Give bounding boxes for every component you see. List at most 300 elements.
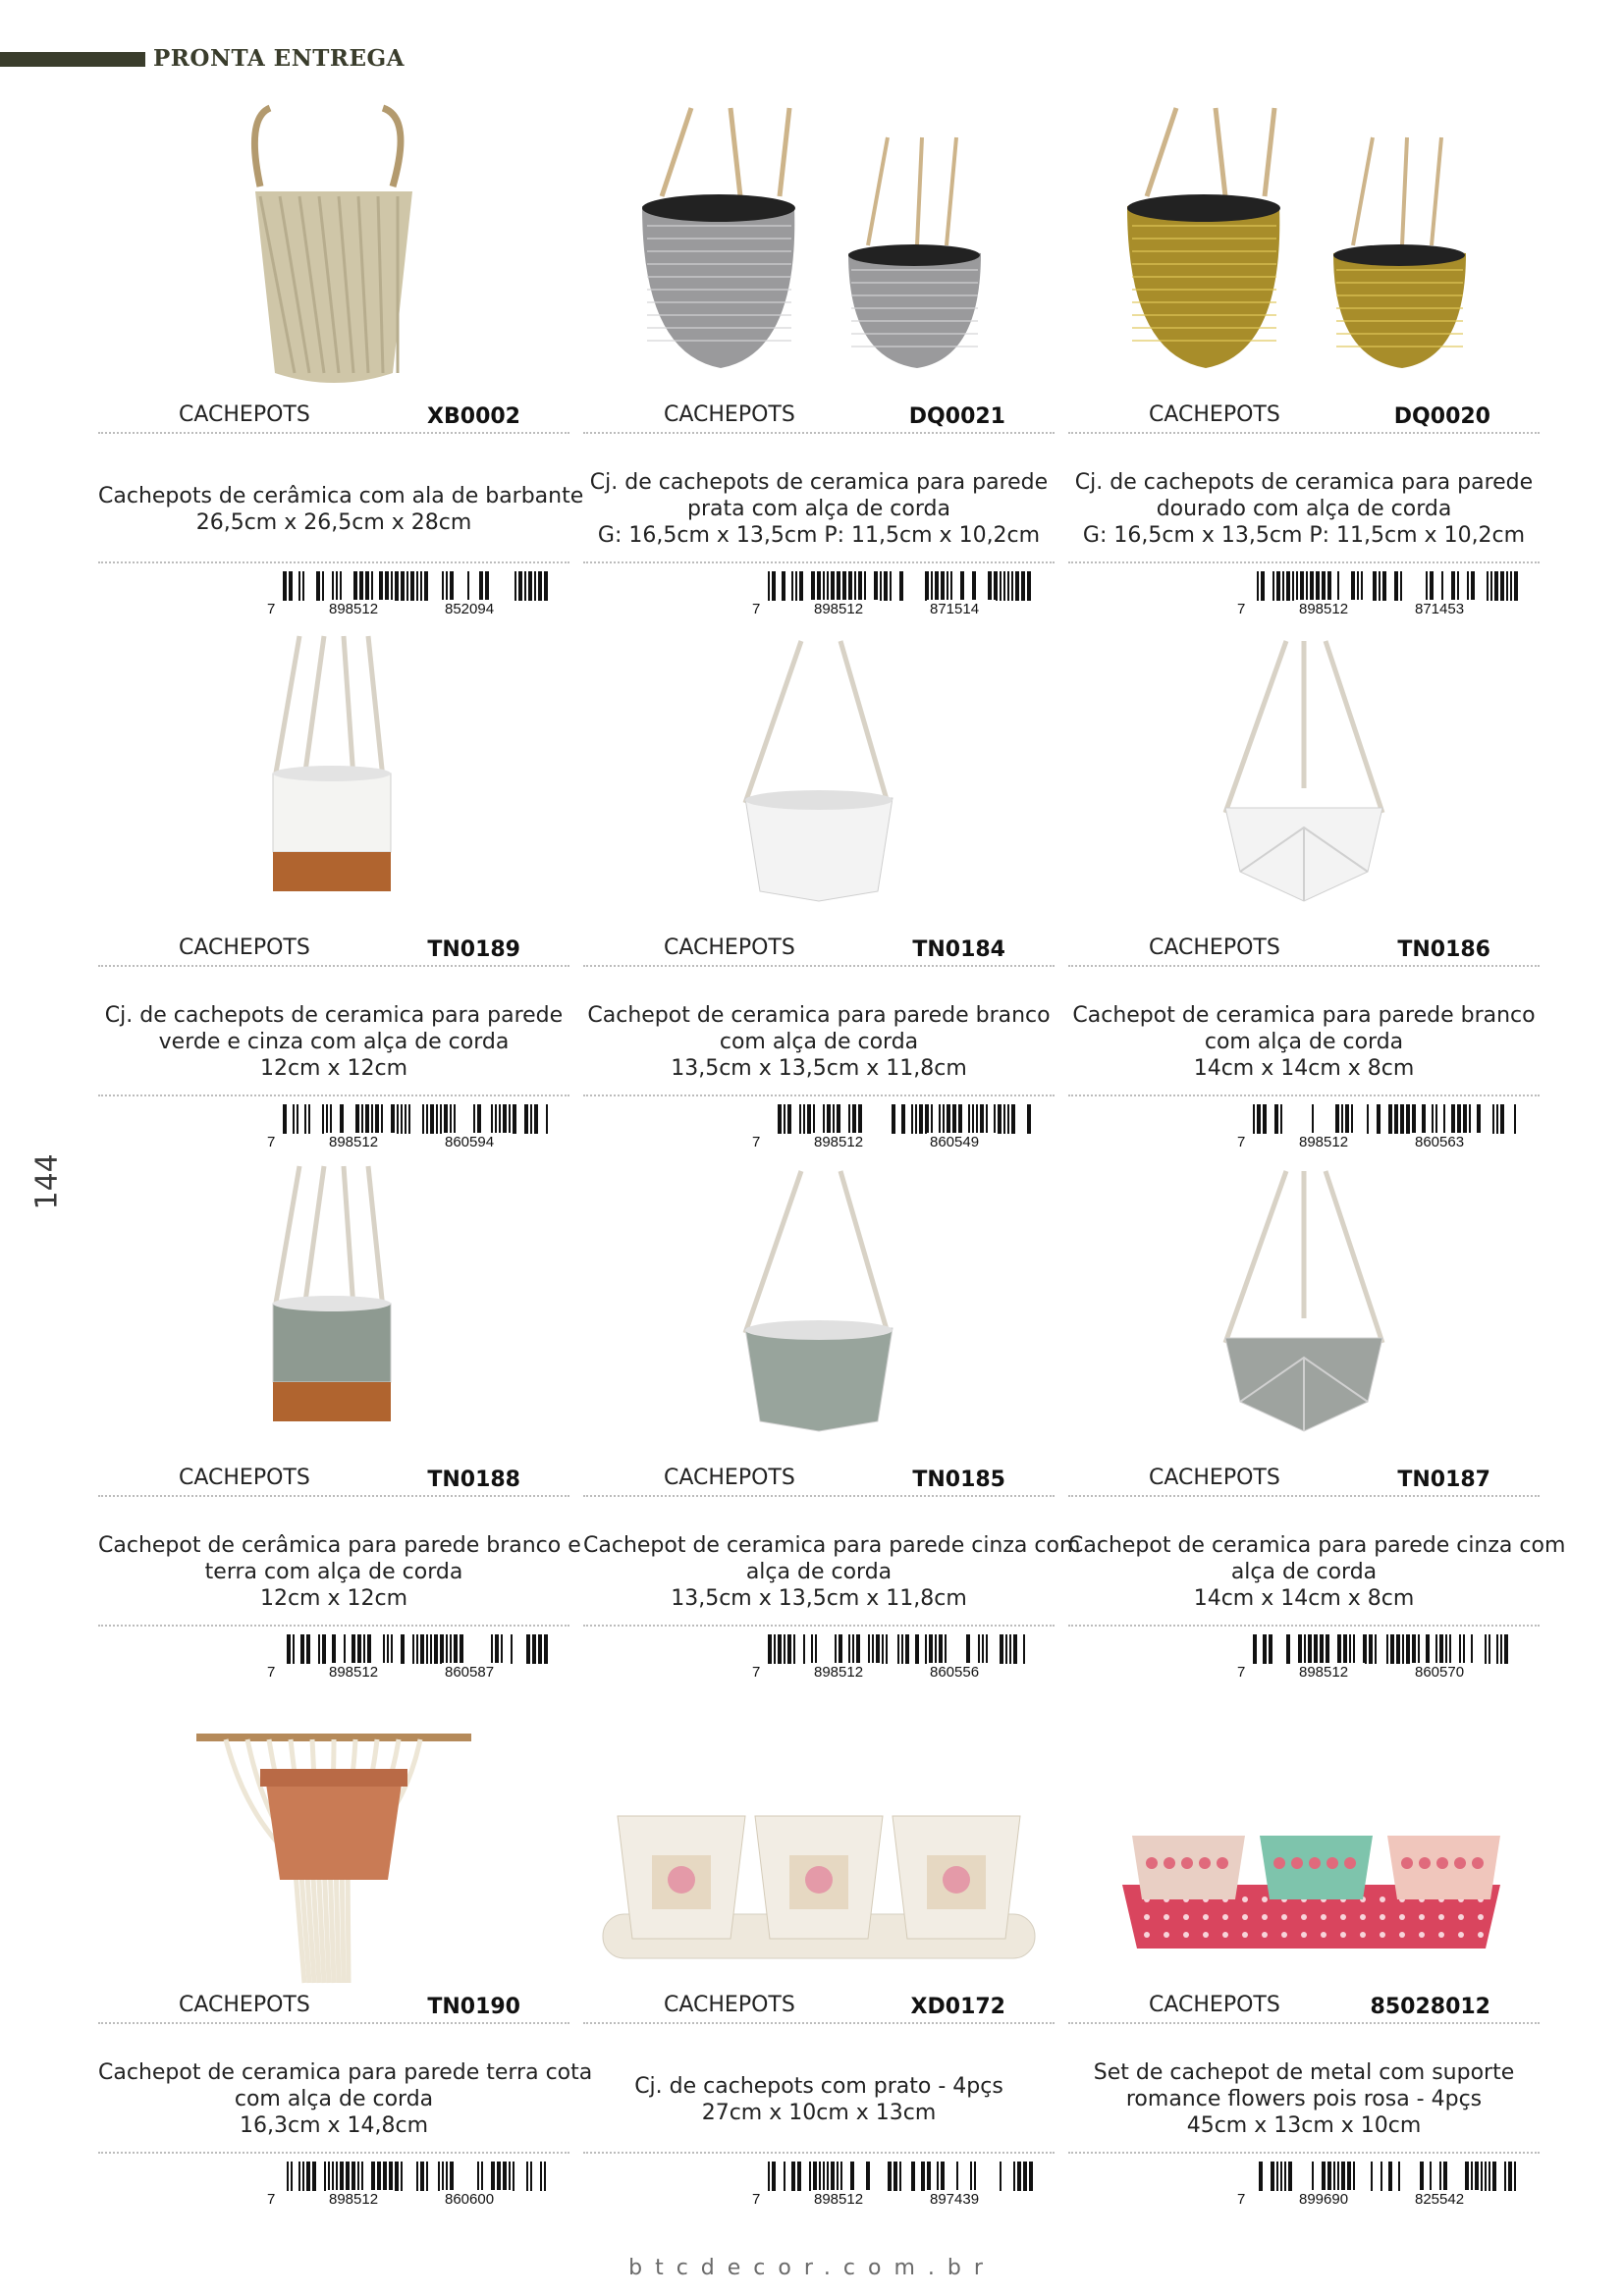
divider	[583, 561, 1055, 563]
barcode-bar	[1439, 1634, 1443, 1664]
barcode-bar	[352, 2162, 355, 2191]
barcode-bar	[1272, 571, 1274, 601]
product-description	[98, 483, 584, 536]
barcode-bar	[1432, 1104, 1434, 1134]
barcode-bar	[947, 1104, 950, 1134]
barcode-bar	[440, 1104, 442, 1134]
barcode-bar	[1430, 571, 1434, 601]
barcode-bar	[793, 1634, 795, 1664]
barcode-bar	[974, 2162, 976, 2191]
barcode-bar	[450, 2162, 454, 2191]
barcode-bar	[1000, 2162, 1001, 2191]
barcode-bar	[306, 1634, 310, 1664]
barcode-bar	[1487, 571, 1489, 601]
product-description	[583, 469, 1055, 549]
barcode	[1233, 2160, 1528, 2207]
barcode-right-digits: 860587	[445, 1664, 495, 1680]
barcode-bar	[450, 1104, 452, 1134]
barcode-bar	[837, 1104, 840, 1134]
product-category: CACHEPOTS	[1149, 1466, 1280, 1490]
barcode	[1233, 1632, 1528, 1680]
barcode-bar	[416, 1634, 418, 1664]
barcode-bar	[1463, 1634, 1465, 1664]
barcode-bar	[982, 1634, 984, 1664]
barcode-bar	[332, 571, 334, 601]
barcode-bar	[1451, 571, 1455, 601]
barcode-bar	[1500, 1634, 1502, 1664]
barcode-bar	[1306, 571, 1308, 601]
barcode-bar	[1494, 571, 1498, 601]
barcode-bar	[1471, 1634, 1473, 1664]
barcode-bar	[1007, 1104, 1009, 1134]
product-code: TN0186	[1397, 937, 1490, 962]
header-accent-bar	[0, 52, 145, 67]
barcode-bar	[446, 571, 448, 601]
barcode-bar	[795, 571, 797, 601]
barcode-bar	[544, 571, 548, 601]
barcode-left-digits: 899690	[1299, 2191, 1349, 2207]
barcode-bar	[442, 2162, 444, 2191]
product-description-line: 13,5cm x 13,5cm x 11,8cm	[671, 1056, 967, 1081]
divider	[1068, 1625, 1540, 1627]
barcode-bar	[899, 571, 903, 601]
product-description-line: 26,5cm x 26,5cm x 28cm	[195, 510, 472, 535]
barcode-bar	[1398, 2162, 1400, 2191]
barcode-bar	[1504, 2162, 1506, 2191]
barcode-bar	[514, 571, 516, 601]
barcode-bar	[361, 2162, 363, 2191]
barcode-bar	[1023, 1634, 1025, 1664]
divider	[98, 561, 569, 563]
barcode-bar	[1274, 1104, 1278, 1134]
divider	[98, 432, 569, 434]
product-description-line: Cachepots de cerâmica com ala de barbante	[98, 484, 584, 508]
barcode-bar	[1333, 2162, 1335, 2191]
barcode-bar	[768, 1634, 772, 1664]
barcode-bar	[322, 571, 324, 601]
barcode-bar	[1489, 2162, 1490, 2191]
silver-pots-icon	[583, 98, 1055, 417]
barcode-bar	[1443, 2162, 1447, 2191]
barcode-left-digits: 898512	[814, 1664, 864, 1680]
barcode-left-digits: 898512	[1299, 1664, 1349, 1680]
barcode-bar	[947, 571, 948, 601]
barcode-bar	[1471, 571, 1475, 601]
barcode-bar	[872, 1634, 874, 1664]
product-card[interactable]	[98, 98, 584, 628]
barcode-bar	[1465, 2162, 1469, 2191]
product-description-line: Cj. de cachepots de ceramica para parede	[589, 470, 1049, 495]
barcode-bar	[1286, 1634, 1290, 1664]
product-card[interactable]	[1068, 1688, 1540, 2218]
product-code: 85028012	[1370, 1995, 1490, 2019]
barcode-bar	[939, 1634, 943, 1664]
gold-pots-icon	[1068, 98, 1540, 417]
product-description-line: Cachepot de ceramica para parede cinza com	[583, 1533, 1081, 1558]
barcode-bar	[1271, 2162, 1274, 2191]
barcode-bar	[344, 1634, 346, 1664]
barcode-bar	[416, 2162, 418, 2191]
barcode-bar	[300, 1634, 304, 1664]
barcode-bar	[1390, 1634, 1394, 1664]
barcode-bar	[827, 2162, 829, 2191]
barcode-bar	[911, 2162, 915, 2191]
barcode-bar	[460, 1634, 463, 1664]
barcode-bar	[956, 2162, 958, 2191]
product-description	[98, 2059, 593, 2139]
barcode-bar	[1269, 1634, 1272, 1664]
barcode-bar	[960, 571, 964, 601]
barcode-bar	[355, 1104, 359, 1134]
barcode-bar	[1406, 1634, 1410, 1664]
barcode-bar	[401, 2162, 403, 2191]
barcode-bar	[1253, 1634, 1257, 1664]
barcode-bar	[799, 571, 803, 601]
barcode-bar	[1506, 571, 1508, 601]
barcode-bar	[426, 2162, 428, 2191]
barcode-bar	[925, 571, 929, 601]
product-description-line: romance flowers pois rosa - 4pçs	[1125, 2087, 1483, 2111]
barcode-bar	[1000, 1634, 1003, 1664]
barcode-bar	[1027, 571, 1031, 601]
footer-website: btcdecor.com.br	[628, 2256, 996, 2280]
product-card[interactable]	[1068, 1161, 1566, 1691]
barcode-bar	[426, 1634, 428, 1664]
barcode-bar	[446, 2162, 448, 2191]
product-description-line: Cj. de cachepots de ceramica para parede	[104, 1003, 564, 1028]
barcode-bar	[332, 1634, 336, 1664]
barcode-bar	[491, 2162, 495, 2191]
barcode-bar	[501, 1634, 503, 1664]
barcode-bar	[391, 1634, 393, 1664]
divider	[1068, 2022, 1540, 2024]
product-category: CACHEPOTS	[664, 1993, 795, 2017]
product-card[interactable]	[98, 1688, 593, 2218]
barcode-bar	[848, 1104, 850, 1134]
barcode-bar	[1449, 1634, 1451, 1664]
barcode	[748, 569, 1043, 616]
barcode	[748, 1632, 1043, 1680]
gray-faceted-pot-icon	[1068, 1161, 1540, 1480]
barcode-bar	[1023, 2162, 1027, 2191]
barcode-bar	[868, 1634, 870, 1664]
product-description-line: alça de corda	[1230, 1560, 1378, 1584]
barcode-bar	[434, 1634, 438, 1664]
gray-terra-pot-icon	[98, 1161, 569, 1480]
barcode-bar	[1508, 2162, 1512, 2191]
barcode-bar	[978, 1634, 980, 1664]
barcode-bar	[1496, 1634, 1498, 1664]
barcode-right-digits: 871514	[930, 601, 980, 616]
barcode-bar	[491, 1104, 493, 1134]
product-description-line: Set de cachepot de metal com suporte	[1093, 2060, 1515, 2085]
barcode-bar	[929, 1634, 933, 1664]
barcode-right-digits: 860600	[445, 2191, 495, 2207]
barcode-bar	[1375, 1634, 1377, 1664]
barcode-bar	[391, 571, 393, 601]
barcode-bar	[1386, 1634, 1388, 1664]
barcode-bar	[848, 1634, 850, 1664]
barcode-bar	[420, 2162, 424, 2191]
barcode-bar	[768, 571, 770, 601]
barcode-right-digits: 860549	[930, 1134, 980, 1149]
product-card[interactable]	[98, 1161, 581, 1691]
barcode-bar	[897, 1634, 899, 1664]
barcode	[1233, 1102, 1528, 1149]
product-card[interactable]	[583, 98, 1055, 628]
barcode-bar	[293, 1104, 295, 1134]
product-category: CACHEPOTS	[179, 1993, 310, 2017]
barcode-bar	[340, 571, 342, 601]
barcode-bar	[1500, 571, 1504, 601]
product-description-line: com alça de corda	[234, 2087, 434, 2111]
barcode-bar	[387, 1634, 389, 1664]
product-card[interactable]	[583, 1161, 1081, 1691]
barcode-bar	[1367, 1104, 1369, 1134]
barcode-bar	[972, 571, 976, 601]
barcode-bar	[1341, 1104, 1343, 1134]
divider	[583, 432, 1055, 434]
barcode-bar	[1326, 1634, 1329, 1664]
barcode-bar	[442, 571, 444, 601]
barcode-left-digits: 898512	[329, 601, 379, 616]
product-description	[583, 2073, 1055, 2126]
barcode	[748, 2160, 1043, 2207]
barcode-bar	[803, 1634, 805, 1664]
barcode-bar	[1017, 2162, 1021, 2191]
barcode-bar	[1441, 571, 1443, 601]
product-card[interactable]	[98, 631, 569, 1161]
product-description	[1068, 1532, 1566, 1612]
barcode-bar	[513, 1104, 516, 1134]
barcode-bar	[1504, 1634, 1508, 1664]
barcode-bar	[899, 2162, 901, 2191]
divider	[1068, 965, 1540, 967]
barcode-bar	[1280, 2162, 1282, 2191]
product-card[interactable]	[1068, 98, 1540, 628]
barcode-bar	[357, 1634, 361, 1664]
barcode-bar	[882, 1634, 884, 1664]
barcode-bar	[304, 1104, 306, 1134]
barcode-bar	[837, 571, 840, 601]
barcode-bar	[298, 2162, 300, 2191]
barcode-bar	[823, 571, 825, 601]
barcode-bar	[866, 2162, 870, 2191]
barcode-bar	[958, 1104, 962, 1134]
barcode-bar	[778, 1104, 782, 1134]
barcode-bar	[395, 2162, 399, 2191]
barcode-bar	[1510, 571, 1512, 601]
barcode-bar	[980, 1104, 984, 1134]
barcode-bar	[397, 1104, 399, 1134]
barcode-bar	[1341, 2162, 1345, 2191]
barcode-bar	[528, 571, 532, 601]
barcode-bar	[446, 1634, 448, 1664]
product-category: CACHEPOTS	[664, 935, 795, 960]
barcode-bar	[538, 571, 542, 601]
barcode-bar	[1418, 1634, 1420, 1664]
barcode-bar	[850, 2162, 854, 2191]
barcode-first-digit: 7	[1237, 1134, 1246, 1149]
barcode-bar	[509, 2162, 511, 2191]
barcode-bar	[1308, 1634, 1312, 1664]
barcode-bar	[1009, 1634, 1011, 1664]
product-description-line: G: 16,5cm x 13,5cm P: 11,5cm x 10,2cm	[1082, 523, 1526, 548]
barcode-first-digit: 7	[267, 2191, 276, 2207]
barcode-bar	[911, 1104, 913, 1134]
divider	[98, 2022, 569, 2024]
product-description	[98, 1532, 581, 1612]
barcode-bar	[1310, 571, 1314, 601]
barcode-bar	[1282, 571, 1284, 601]
barcode-bar	[931, 1104, 933, 1134]
divider	[1068, 1095, 1540, 1096]
barcode-bar	[1490, 571, 1492, 601]
barcode-bar	[526, 1634, 530, 1664]
barcode-bar	[1337, 2162, 1339, 2191]
product-category: CACHEPOTS	[179, 402, 310, 427]
product-description-line: 14cm x 14cm x 8cm	[1193, 1586, 1415, 1611]
barcode-bar	[497, 2162, 501, 2191]
barcode-bar	[1481, 2162, 1483, 2191]
barcode-bar	[379, 571, 383, 601]
barcode-right-digits: 871453	[1415, 601, 1465, 616]
barcode-bar	[530, 2162, 532, 2191]
product-description-line: Cachepot de ceramica para parede branco	[1072, 1003, 1536, 1028]
barcode-bar	[322, 1634, 326, 1664]
barcode-bar	[823, 2162, 825, 2191]
product-card[interactable]	[583, 631, 1055, 1161]
barcode-bar	[287, 2162, 289, 2191]
product-description	[1068, 1002, 1540, 1082]
barcode-bar	[383, 2162, 387, 2191]
product-category: CACHEPOTS	[179, 935, 310, 960]
barcode-bar	[430, 1634, 432, 1664]
barcode-bar	[436, 1104, 438, 1134]
barcode-first-digit: 7	[267, 1134, 276, 1149]
barcode-bar	[968, 1104, 970, 1134]
barcode-left-digits: 898512	[1299, 601, 1349, 616]
barcode-bar	[915, 1104, 917, 1134]
barcode-bar	[302, 571, 304, 601]
product-card[interactable]	[1068, 631, 1540, 1161]
barcode-bar	[935, 571, 939, 601]
product-description-line: 14cm x 14cm x 8cm	[1193, 1056, 1415, 1081]
barcode-bar	[499, 1104, 501, 1134]
product-description-line: com alça de corda	[719, 1030, 919, 1054]
barcode-bar	[1000, 571, 1001, 601]
barcode-bar	[925, 1104, 929, 1134]
barcode-bar	[491, 1634, 493, 1664]
barcode-bar	[477, 1104, 481, 1134]
barcode-bar	[778, 1634, 782, 1664]
barcode-bar	[424, 571, 428, 601]
barcode-bar	[326, 1104, 328, 1134]
barcode-first-digit: 7	[1237, 2191, 1246, 2207]
barcode-bar	[890, 571, 892, 601]
barcode-left-digits: 898512	[814, 2191, 864, 2207]
barcode	[263, 569, 558, 616]
barcode-bar	[1485, 1634, 1487, 1664]
barcode-bar	[454, 1104, 456, 1134]
barcode-bar	[1263, 1634, 1267, 1664]
barcode-bar	[330, 1104, 332, 1134]
barcode-bar	[293, 1634, 295, 1664]
barcode-bar	[901, 1634, 903, 1664]
barcode-bar	[324, 2162, 326, 2191]
barcode-bar	[1514, 2162, 1516, 2191]
barcode-bar	[422, 1104, 424, 1134]
product-description-line: Cachepot de ceramica para parede terra cota	[98, 2060, 593, 2085]
barcode-bar	[1371, 2162, 1373, 2191]
barcode	[263, 2160, 558, 2207]
barcode-bar	[340, 1104, 344, 1134]
barcode-bar	[876, 1634, 880, 1664]
barcode-bar	[381, 1104, 383, 1134]
barcode-bar	[1426, 571, 1428, 601]
barcode	[263, 1632, 558, 1680]
barcode-bar	[420, 571, 422, 601]
barcode-bar	[383, 1634, 385, 1664]
barcode-bar	[316, 571, 320, 601]
barcode-bar	[998, 1104, 1001, 1134]
barcode-bar	[1322, 2162, 1326, 2191]
barcode-first-digit: 7	[1237, 1664, 1246, 1680]
gray-square-pot-icon	[583, 1161, 1055, 1480]
barcode-bar	[1396, 1634, 1400, 1664]
barcode-bar	[1457, 1104, 1461, 1134]
barcode-bar	[1514, 571, 1518, 601]
barcode-bar	[787, 1634, 791, 1664]
barcode-bar	[524, 1104, 528, 1134]
barcode-bar	[1388, 2162, 1392, 2191]
barcode-bar	[1312, 1104, 1314, 1134]
barcode-bar	[1005, 1634, 1007, 1664]
barcode-bar	[1475, 2162, 1479, 2191]
barcode-bar	[1288, 2162, 1292, 2191]
product-description-line: verde e cinza com alça de corda	[158, 1030, 510, 1054]
product-category: CACHEPOTS	[1149, 1993, 1280, 2017]
barcode-bar	[856, 1634, 860, 1664]
barcode-bar	[467, 571, 469, 601]
barcode-first-digit: 7	[267, 1664, 276, 1680]
barcode-bar	[952, 1104, 956, 1134]
barcode-bar	[970, 2162, 972, 2191]
barcode-bar	[1027, 1104, 1031, 1134]
barcode-bar	[864, 571, 866, 601]
barcode-bar	[815, 1634, 817, 1664]
product-card[interactable]	[583, 1688, 1055, 2218]
barcode-bar	[1353, 1634, 1355, 1664]
product-description-line: 16,3cm x 14,8cm	[239, 2113, 429, 2138]
barcode-bar	[1304, 1634, 1306, 1664]
barcode-bar	[479, 571, 483, 601]
barcode-bar	[837, 2162, 839, 2191]
barcode-bar	[401, 1634, 405, 1664]
barcode-bar	[420, 1634, 424, 1664]
barcode-bar	[546, 1104, 548, 1134]
barcode-bar	[1471, 2162, 1473, 2191]
barcode-bar	[385, 571, 389, 601]
barcode-bar	[495, 1634, 499, 1664]
barcode-bar	[1286, 571, 1290, 601]
barcode-bar	[365, 571, 369, 601]
barcode-bar	[1257, 571, 1259, 601]
barcode-bar	[1377, 1104, 1380, 1134]
barcode-bar	[1430, 2162, 1432, 2191]
barcode-bar	[1337, 1634, 1341, 1664]
barcode-bar	[782, 571, 785, 601]
